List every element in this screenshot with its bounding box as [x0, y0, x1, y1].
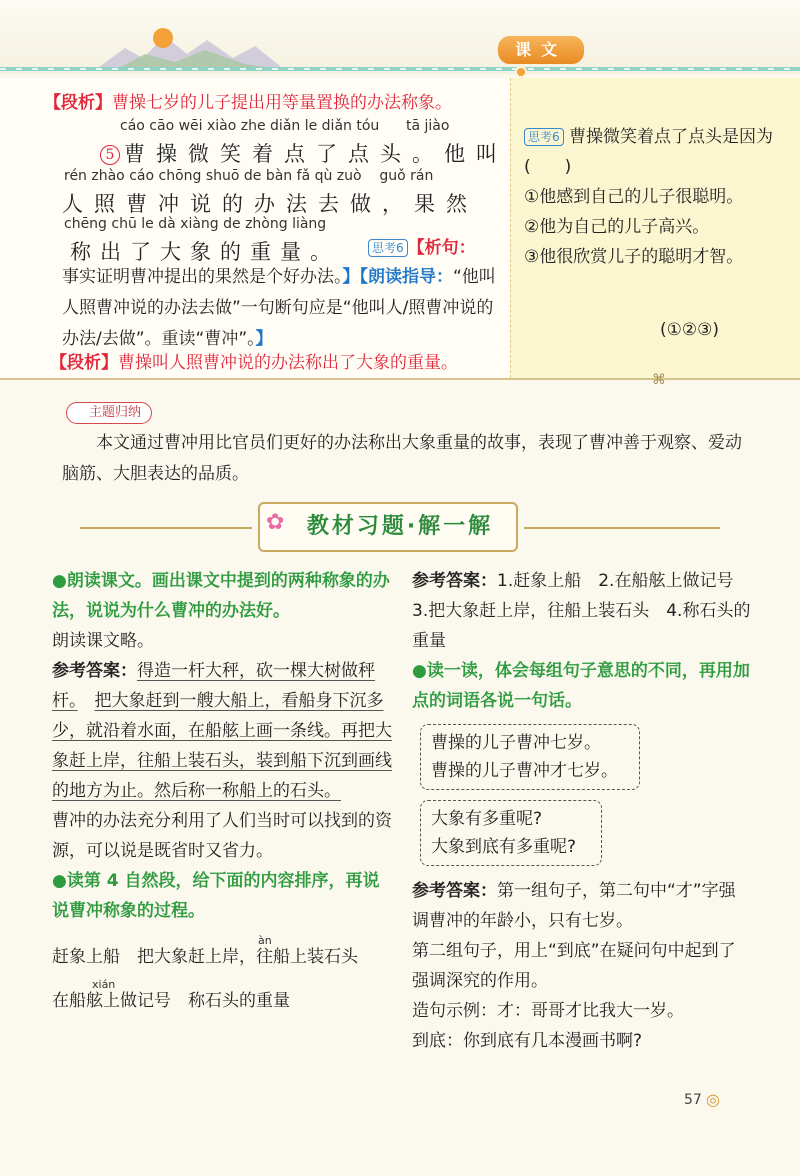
- answer-2: [412, 566, 752, 656]
- order-line-2-text: 在船舷上做记号 称石头的重量: [52, 991, 290, 1011]
- analysis-tag: 【段析】: [44, 93, 112, 113]
- ref-label: 参考答案：: [52, 661, 137, 681]
- order-line-1: [52, 934, 392, 972]
- ref-label: 参考答案：: [412, 881, 497, 901]
- think-badge: 思考6: [368, 239, 408, 257]
- analysis-sentence-text: 事实证明曹冲提出的果然是个好办法。: [62, 267, 343, 287]
- question-1: ●朗读课文。画出课文中提到的两种称象的办法，说说为什么曹冲的办法好。: [52, 571, 390, 621]
- text-line-3: 称出了大象的重量。: [70, 240, 340, 264]
- sentence-box-1: [420, 724, 640, 790]
- option-3: ③他很欣赏儿子的聪明才智。: [524, 247, 744, 267]
- analysis-text: 曹操叫人照曹冲说的办法称出了大象的重量。: [118, 353, 458, 373]
- pinyin-line-3: chēng chū le dà xiàng de zhòng liàng: [64, 216, 327, 232]
- answer-line: 朗读课文略。: [52, 631, 154, 651]
- divider: [0, 378, 800, 380]
- sentence: 曹操的儿子曹冲七岁。: [431, 733, 601, 753]
- section-title: [258, 502, 518, 552]
- text-line-1: [100, 138, 508, 168]
- pin-icon: [515, 66, 527, 78]
- section-line-right: [524, 527, 720, 529]
- right-column: [412, 566, 752, 1056]
- analysis-text: 曹操七岁的儿子提出用等量置换的办法称象。: [112, 93, 452, 113]
- sun-icon: [153, 28, 173, 48]
- section-tab: 课文: [498, 36, 584, 64]
- analysis-tag: 【段析】: [50, 353, 118, 373]
- answer-3-line-3: 造句示例：才：哥哥才比我大一岁。: [412, 1001, 684, 1021]
- answer-3-line-2: 第二组句子，用上“到底”在疑问句中起到了强调深究的作用。: [412, 941, 736, 991]
- text-line-2: 人照曹冲说的办法去做，果然: [62, 192, 478, 216]
- sentence: 曹操的儿子曹冲才七岁。: [431, 761, 618, 781]
- answer-3-text: 第一组句子，第二句中“才”字强调曹冲的年龄小，只有七岁。: [412, 881, 736, 931]
- ruby-an: àn: [258, 934, 272, 947]
- header-border: [0, 64, 800, 74]
- sentence-box-2: [420, 800, 602, 866]
- answer-3-line-4: 到底：你到底有几本漫画书啊?: [412, 1031, 643, 1051]
- order-line-2: [52, 978, 392, 1016]
- reading-end: 】: [255, 329, 273, 349]
- flower-icon: ✿: [266, 510, 285, 535]
- order-line-1-text: 赶象上船 把大象赶上岸，往船上装石头: [52, 947, 358, 967]
- pinyin-line-2: rén zhào cáo chōng shuō de bàn fǎ qù zuò guǒ rán: [64, 168, 434, 184]
- left-column: [52, 566, 392, 1016]
- explain-body: [62, 262, 507, 355]
- theme-tag: 主题归纳: [66, 402, 152, 424]
- swirl-icon: ◎: [706, 1090, 720, 1109]
- pinyin-line-1: cáo cāo wēi xiào zhe diǎn le diǎn tóu tā jiào: [120, 118, 450, 134]
- text-line-1-content: 曹操微笑着点了点头。他叫: [124, 142, 508, 166]
- page-number: 57: [684, 1092, 702, 1108]
- answer-2-text: 1.赶象上船 2.在船舷上做记号 3.把大象赶上岸，往船上装石头 4.称石头的重量: [412, 571, 751, 651]
- ruby-xian: xián: [92, 978, 116, 991]
- explain-start: [368, 233, 508, 264]
- answer-part-2: 把大象赶到一艘大船上，看船身下沉多少，就沿着水面，在船舷上画一条线。再把大象赶上岸，往船上装石头，装到船下沉到画线的地方为止。然后称一称船上的石头。: [52, 691, 392, 801]
- reading-text: “他叫人照曹冲说的办法去做”一句断句应是“他叫人/照曹冲说的办法/去做”。重读“曹冲”。: [62, 267, 496, 349]
- question-3: ●读一读，体会每组句子意思的不同，再用加点的词语各说一句话。: [412, 661, 750, 711]
- answer-1: [52, 656, 392, 806]
- question-6-answer: (①②③): [660, 320, 719, 340]
- knot-icon: ⌘: [652, 372, 666, 388]
- analysis-sentence-tag: 【析句：: [407, 238, 476, 258]
- think-badge: 思考6: [524, 128, 564, 146]
- analysis-1: [44, 88, 504, 113]
- sentence: 大象有多重呢?: [431, 809, 543, 829]
- answer-3: [412, 876, 752, 936]
- ref-label: 参考答案：: [412, 571, 497, 591]
- answer-part-3: 曹冲的办法充分利用了人们当时可以找到的资源，可以说是既省时又省力。: [52, 811, 392, 861]
- question-label: 曹操微笑着点了点头是因为( ): [524, 127, 774, 177]
- analysis-2: [50, 348, 510, 373]
- option-2: ②他为自己的儿子高兴。: [524, 217, 710, 237]
- theme-text: 本文通过曹冲用比官员们更好的办法称出大象重量的故事，表现了曹冲善于观察、爱动脑筋、大胆表达的品质。: [62, 433, 742, 484]
- answer-part-1: 得造一杆大秤，砍一棵大树做秤杆。: [52, 661, 375, 711]
- sentence: 大象到底有多重呢?: [431, 837, 577, 857]
- option-1: ①他感到自己的儿子很聪明。: [524, 187, 744, 207]
- section-title-text: 教材习题·解一解: [306, 514, 494, 539]
- question-2: ●读第 4 自然段，给下面的内容排序，再说说曹冲称象的过程。: [52, 871, 380, 921]
- question-text: [524, 122, 779, 182]
- question-6: [524, 122, 779, 272]
- section-line-left: [80, 527, 252, 529]
- reading-tag: 】【朗读指导：: [342, 267, 453, 287]
- paragraph-number: 5: [100, 145, 120, 165]
